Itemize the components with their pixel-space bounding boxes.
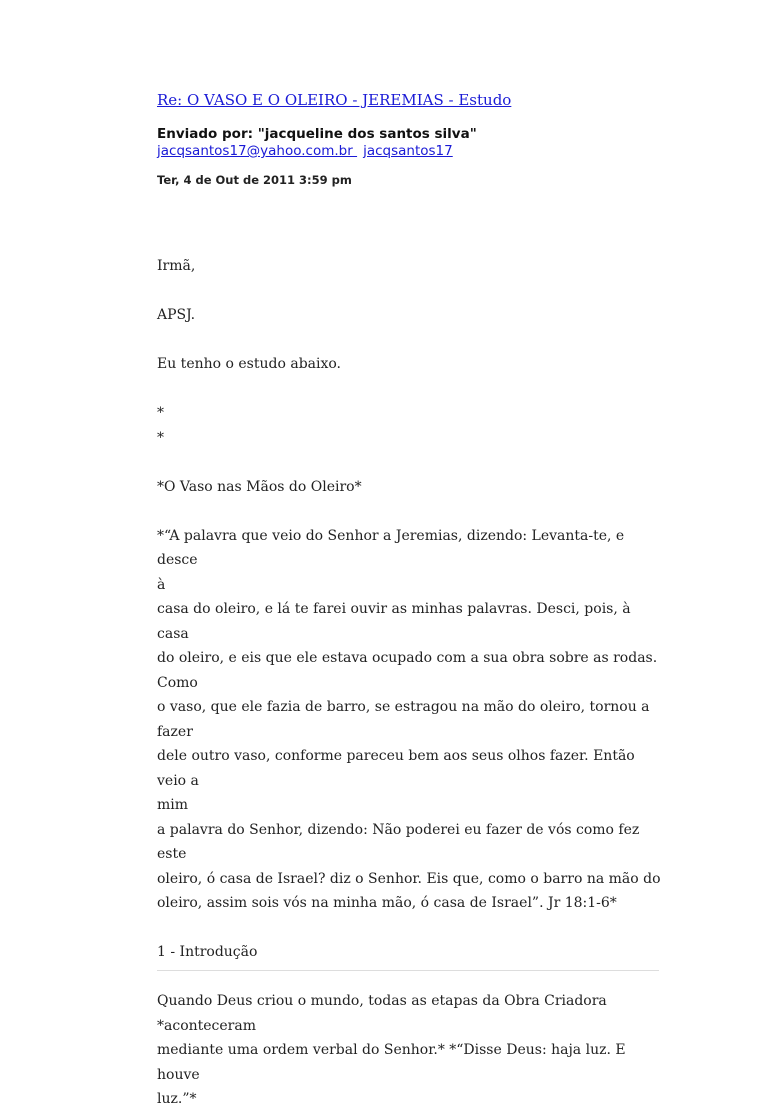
intro-line: Eu tenho o estudo abaixo.: [157, 356, 342, 372]
sender-profile-link[interactable]: jacqsantos17: [363, 143, 453, 159]
quote-line: dele outro vaso, conforme pareceu bem aos seus olhos fazer. Então veio a: [157, 748, 635, 789]
star-line: *: [157, 429, 164, 446]
section-line: mediante uma ordem verbal do Senhor.* *“Disse Deus: haja luz. E houve: [157, 1042, 626, 1083]
quote-line: oleiro, assim sois vós na minha mão, ó casa de Israel”. Jr 18:1-6*: [157, 895, 617, 911]
section-line: Quando Deus criou o mundo, todas as etapas da Obra Criadora: [157, 993, 607, 1009]
quote-line: Como: [157, 674, 198, 691]
sender-links: [157, 143, 663, 160]
page-divider: [157, 970, 659, 971]
quote-line: do oleiro, e eis que ele estava ocupado com a sua obra sobre as rodas.: [157, 650, 658, 666]
quote-line: mim: [157, 797, 189, 813]
quote-line: à: [157, 576, 166, 593]
section-line: *aconteceram: [157, 1017, 256, 1034]
subject-link[interactable]: Re: O VASO E O OLEIRO - JEREMIAS - Estudo: [157, 91, 512, 109]
section-line: luz.”*: [157, 1091, 197, 1107]
apsj-line: APSJ.: [157, 307, 196, 323]
message-body: [157, 254, 663, 1112]
sent-date: Ter, 4 de Out de 2011 3:59 pm: [157, 173, 352, 187]
sender-email-link[interactable]: jacqsantos17@yahoo.com.br: [157, 143, 358, 159]
quote-line: casa do oleiro, e lá te farei ouvir as minhas palavras. Desci, pois, à casa: [157, 601, 631, 642]
section-heading: 1 - Introdução: [157, 944, 258, 960]
quote-line: a palavra do Senhor, dizendo: Não poderei eu fazer de vós como fez este: [157, 821, 640, 862]
star-line: *: [157, 405, 164, 421]
sender-line: Enviado por: "jacqueline dos santos silva": [157, 126, 477, 142]
quote-line: o vaso, que ele fazia de barro, se estragou na mão do oleiro, tornou a fazer: [157, 699, 650, 740]
quote-line: *“A palavra que veio do Senhor a Jeremias, dizendo: Levanta-te, e desce: [157, 527, 625, 568]
greeting: Irmã,: [157, 258, 196, 274]
email-message: [157, 90, 663, 1112]
quote-line: oleiro, ó casa de Israel? diz o Senhor. Eis que, como o barro na mão do: [157, 870, 661, 887]
study-title: *O Vaso nas Mãos do Oleiro*: [157, 478, 362, 495]
